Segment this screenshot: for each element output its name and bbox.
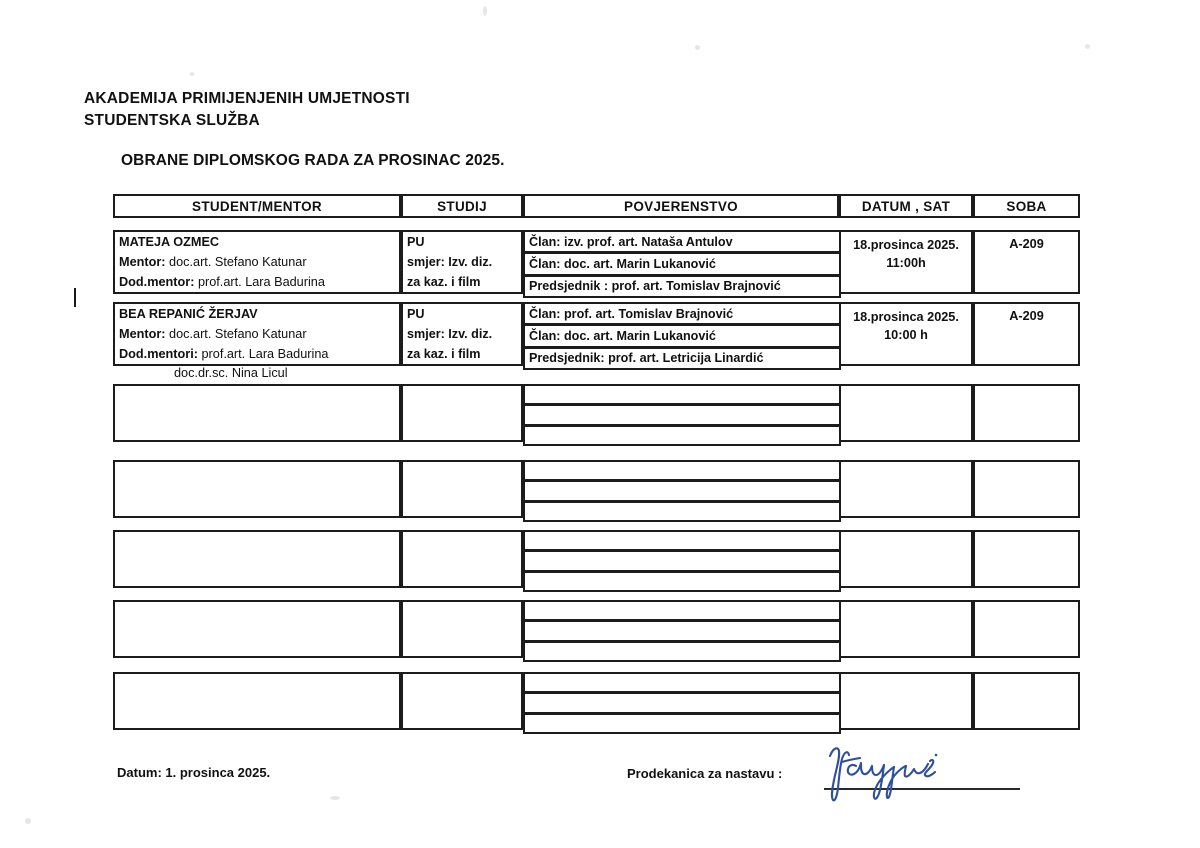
cell-soba-empty bbox=[973, 530, 1080, 588]
scan-speck bbox=[330, 796, 340, 800]
table-row-empty bbox=[113, 600, 1080, 658]
column-header-soba: SOBA bbox=[973, 194, 1080, 218]
column-header-povjerenstvo: POVJERENSTVO bbox=[523, 194, 839, 218]
committee-slot-3 bbox=[523, 641, 841, 662]
table-row-empty bbox=[113, 672, 1080, 730]
cell-student-mentor-empty bbox=[113, 672, 401, 730]
cell-studij-empty bbox=[401, 672, 523, 730]
cell-student-mentor bbox=[113, 230, 401, 294]
scan-speck bbox=[190, 72, 194, 76]
cell-povjerenstvo-empty bbox=[523, 530, 839, 588]
co-mentor-line: Dod.mentor: prof.art. Lara Badurina bbox=[119, 275, 325, 289]
defense-time: 11:00h bbox=[886, 256, 926, 271]
mentor-line: Mentor: doc.art. Stefano Katunar bbox=[119, 327, 307, 341]
student-name: BEA REPANIĆ ŽERJAV bbox=[119, 307, 258, 321]
studij-line-3: za kaz. i film bbox=[407, 275, 481, 289]
committee-member-2: Član: doc. art. Marin Lukanović bbox=[523, 324, 841, 346]
cell-studij-empty bbox=[401, 600, 523, 658]
cell-datum-sat-empty bbox=[839, 600, 973, 658]
committee-slot-2 bbox=[523, 550, 841, 570]
table-row-empty bbox=[113, 530, 1080, 588]
committee-slot-1 bbox=[523, 384, 841, 404]
co-mentor-label: Dod.mentori: bbox=[119, 347, 198, 361]
column-header-student-mentor: STUDENT/MENTOR bbox=[113, 194, 401, 218]
scan-speck bbox=[483, 6, 487, 16]
studij-line-1: PU bbox=[407, 307, 425, 321]
institution-line-1: AKADEMIJA PRIMIJENJENIH UMJETNOSTI bbox=[84, 90, 410, 107]
co-mentor-extra-line: doc.dr.sc. Nina Licul bbox=[174, 366, 288, 380]
committee-slot-3 bbox=[523, 425, 841, 446]
cell-studij-empty bbox=[401, 384, 523, 442]
margin-tick-mark bbox=[74, 288, 76, 307]
cell-student-mentor bbox=[113, 302, 401, 366]
footer-date: Datum: 1. prosinca 2025. bbox=[117, 765, 271, 780]
committee-slot-1 bbox=[523, 672, 841, 692]
committee-slot-3 bbox=[523, 713, 841, 734]
cell-student-mentor-empty bbox=[113, 460, 401, 518]
cell-soba bbox=[973, 230, 1080, 294]
committee-president: Predsjednik: prof. art. Letricija Linardić bbox=[523, 347, 841, 370]
table-header-row bbox=[113, 194, 1080, 218]
cell-datum-sat bbox=[839, 230, 973, 294]
letterhead bbox=[84, 88, 410, 133]
defense-time: 10:00 h bbox=[884, 328, 928, 343]
page-title: OBRANE DIPLOMSKOG RADA ZA PROSINAC 2025. bbox=[121, 152, 505, 169]
institution-line-2: STUDENTSKA SLUŽBA bbox=[84, 112, 260, 130]
defense-date: 18.prosinca 2025. bbox=[853, 238, 959, 252]
committee-member-1: Član: izv. prof. art. Nataša Antulov bbox=[523, 230, 841, 252]
cell-povjerenstvo-empty bbox=[523, 460, 839, 518]
cell-datum-sat bbox=[839, 302, 973, 366]
committee-slot-1 bbox=[523, 460, 841, 480]
committee-slot-1 bbox=[523, 530, 841, 550]
cell-soba bbox=[973, 302, 1080, 366]
mentor-line: Mentor: doc.art. Stefano Katunar bbox=[119, 255, 307, 269]
cell-soba-empty bbox=[973, 600, 1080, 658]
cell-datum-sat-empty bbox=[839, 530, 973, 588]
cell-studij bbox=[401, 302, 523, 366]
studij-line-2: smjer: Izv. diz. bbox=[407, 327, 493, 341]
cell-studij-empty bbox=[401, 530, 523, 588]
committee-slot-2 bbox=[523, 620, 841, 640]
cell-student-mentor-empty bbox=[113, 530, 401, 588]
cell-datum-sat-empty bbox=[839, 460, 973, 518]
committee-slot-3 bbox=[523, 571, 841, 592]
table-row-empty bbox=[113, 384, 1080, 442]
cell-student-mentor-empty bbox=[113, 384, 401, 442]
committee-president: Predsjednik : prof. art. Tomislav Brajnović bbox=[523, 275, 841, 298]
cell-povjerenstvo bbox=[523, 230, 839, 294]
cell-povjerenstvo bbox=[523, 302, 839, 366]
cell-povjerenstvo-empty bbox=[523, 384, 839, 442]
scan-speck bbox=[695, 45, 700, 50]
cell-soba-empty bbox=[973, 672, 1080, 730]
co-mentor-line: Dod.mentori: prof.art. Lara Badurina bbox=[119, 347, 329, 361]
signature-line bbox=[824, 788, 1020, 790]
cell-datum-sat-empty bbox=[839, 672, 973, 730]
committee-slot-2 bbox=[523, 404, 841, 424]
cell-student-mentor-empty bbox=[113, 600, 401, 658]
committee-member-2: Član: doc. art. Marin Lukanović bbox=[523, 252, 841, 274]
cell-povjerenstvo-empty bbox=[523, 600, 839, 658]
cell-studij-empty bbox=[401, 460, 523, 518]
student-name: MATEJA OZMEC bbox=[119, 235, 220, 249]
column-header-studij: STUDIJ bbox=[401, 194, 523, 218]
scan-speck bbox=[1085, 44, 1090, 49]
defense-date: 18.prosinca 2025. bbox=[853, 310, 959, 324]
room-number: A-209 bbox=[1009, 237, 1044, 251]
handwritten-signature bbox=[820, 742, 970, 804]
signature-label: Prodekanica za nastavu : bbox=[627, 766, 783, 781]
room-number: A-209 bbox=[1009, 309, 1044, 323]
mentor-label: Mentor: bbox=[119, 255, 166, 269]
mentor-label: Mentor: bbox=[119, 327, 166, 341]
committee-slot-2 bbox=[523, 692, 841, 712]
studij-line-1: PU bbox=[407, 235, 425, 249]
column-header-datum-sat: DATUM , SAT bbox=[839, 194, 973, 218]
cell-studij bbox=[401, 230, 523, 294]
committee-slot-1 bbox=[523, 600, 841, 620]
committee-slot-3 bbox=[523, 501, 841, 522]
table-row bbox=[113, 302, 1080, 366]
scan-speck bbox=[25, 818, 31, 824]
studij-line-3: za kaz. i film bbox=[407, 347, 481, 361]
committee-member-1: Član: prof. art. Tomislav Brajnović bbox=[523, 302, 841, 324]
committee-slot-2 bbox=[523, 480, 841, 500]
table-row-empty bbox=[113, 460, 1080, 518]
table-row bbox=[113, 230, 1080, 294]
cell-povjerenstvo-empty bbox=[523, 672, 839, 730]
studij-line-2: smjer: Izv. diz. bbox=[407, 255, 493, 269]
cell-soba-empty bbox=[973, 460, 1080, 518]
cell-soba-empty bbox=[973, 384, 1080, 442]
co-mentor-label: Dod.mentor: bbox=[119, 275, 195, 289]
cell-datum-sat-empty bbox=[839, 384, 973, 442]
